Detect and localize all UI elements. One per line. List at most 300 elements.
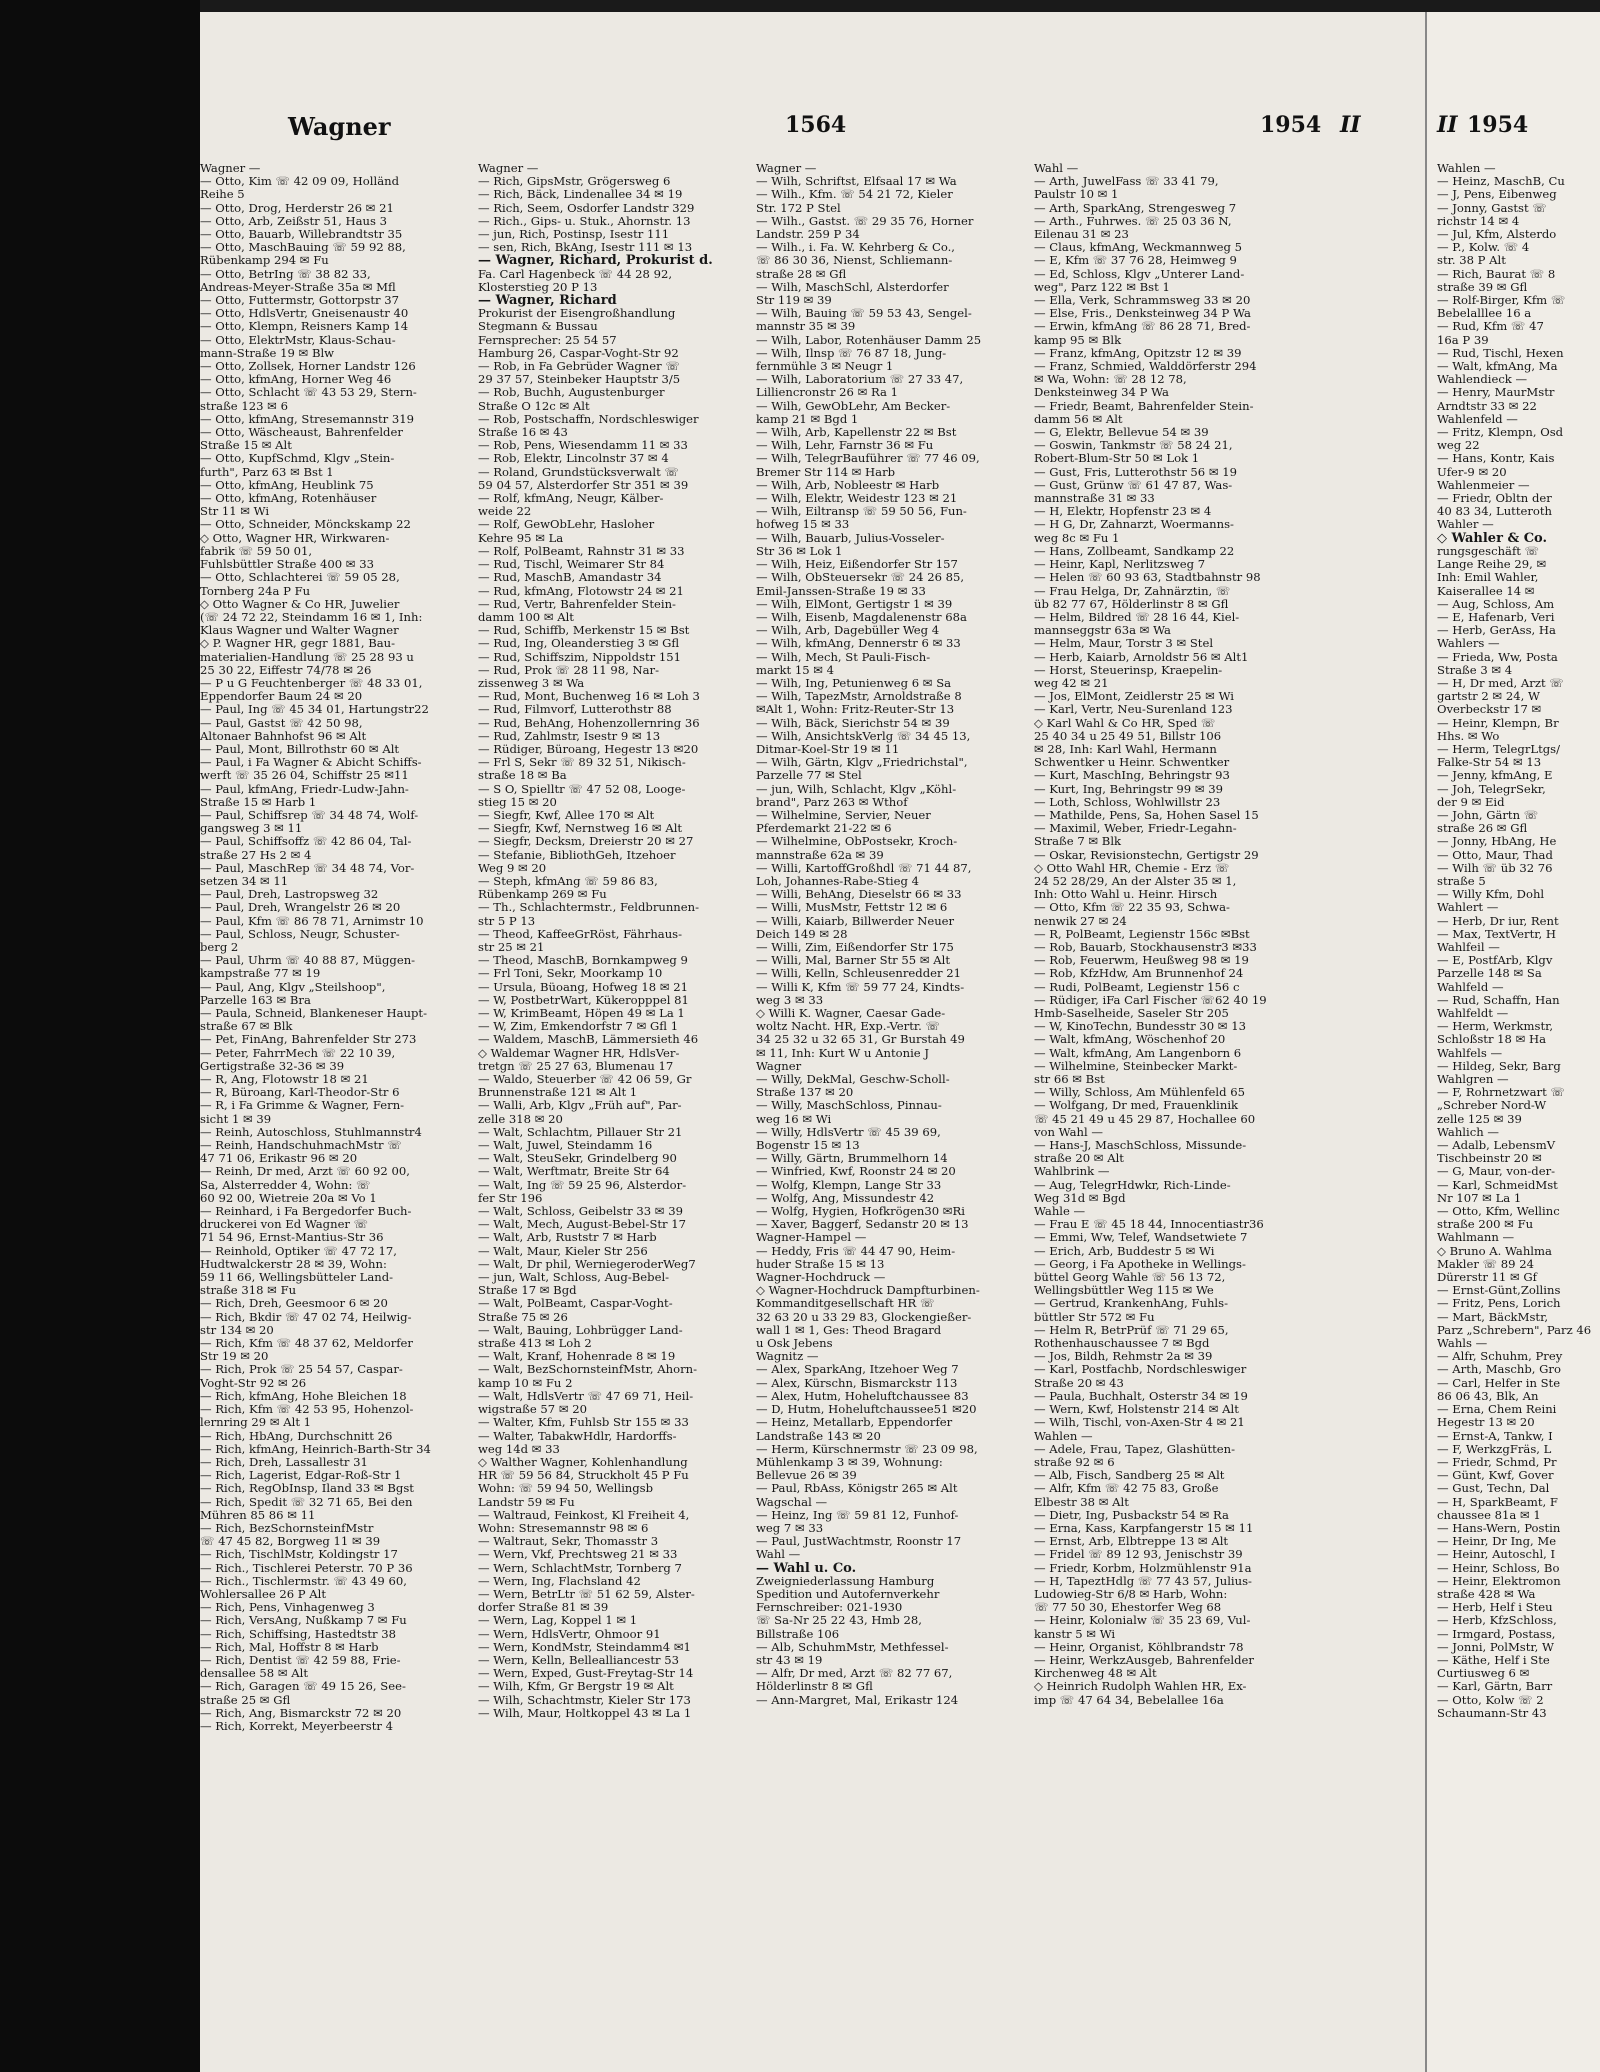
directory-entry-line: — Wern, Kwf, Holstenstr 214 ✉ Alt — [1034, 1403, 1239, 1417]
directory-entry-line: — Walt, Bauing, Lohbrügger Land- — [478, 1323, 683, 1337]
directory-entry-line: — Walt, Juwel, Steindamm 16 — [478, 1139, 653, 1153]
directory-entry-line: 47 71 06, Erikastr 96 ✉ 20 — [200, 1152, 358, 1166]
directory-entry-line: damm 56 ✉ Alt — [1034, 412, 1123, 426]
directory-entry-line: — F, Rohrnetzwart ☏ — [1437, 1086, 1565, 1100]
directory-entry-line: — Otto, Wäscheaust, Bahrenfelder — [200, 426, 403, 440]
directory-entry-line: rungsgeschäft ☏ — [1437, 544, 1540, 558]
directory-entry-line: Stegmann & Bussau — [478, 320, 598, 334]
directory-entry-line: Hegestr 13 ✉ 20 — [1437, 1416, 1535, 1430]
directory-entry-line: mannseggstr 63a ✉ Wa — [1034, 624, 1171, 638]
directory-entry-line: Straße 3 ✉ 4 — [1437, 663, 1513, 677]
directory-entry-line: Parzelle 163 ✉ Bra — [200, 993, 311, 1007]
directory-entry-line: — Waldo, Steuerber ☏ 42 06 59, Gr — [478, 1073, 692, 1087]
directory-entry-line: Kirchenweg 48 ✉ Alt — [1034, 1667, 1157, 1681]
directory-entry-line: — Max, TextVertr, H — [1437, 927, 1556, 941]
directory-entry-line: — Pet, FinAng, Bahrenfelder Str 273 — [200, 1033, 417, 1047]
directory-entry-line: tretgn ☏ 25 27 63, Blumenau 17 — [478, 1059, 674, 1073]
directory-entry-line: Kehre 95 ✉ La — [478, 531, 564, 545]
directory-entry-line: — Helm, Bildred ☏ 28 16 44, Kiel- — [1034, 610, 1240, 624]
directory-entry-line: Mühlenkamp 3 ✉ 39, Wohnung: — [756, 1455, 943, 1469]
directory-entry-line: — Herb, GerAss, Ha — [1437, 624, 1556, 638]
directory-entry-line: — E, Kfm ☏ 37 76 28, Heimweg 9 — [1034, 254, 1237, 268]
directory-entry-line: — Frl S, Sekr ☏ 89 32 51, Nikisch- — [478, 756, 686, 770]
directory-entry-line: — Paula, Schneid, Blankeneser Haupt- — [200, 1007, 428, 1020]
directory-entry-line: — Else, Fris., Denksteinweg 34 P Wa — [1034, 307, 1251, 321]
directory-entry-line: — Willy Kfm, Dohl — [1437, 888, 1545, 902]
directory-entry-line: ◇ Willi K. Wagner, Caesar Gade- — [756, 1007, 946, 1020]
directory-entry-line: — Paul, Schiffsrep ☏ 34 48 74, Wolf- — [200, 808, 419, 822]
directory-entry-line: — Otto, Schneider, Mönckskamp 22 — [200, 518, 411, 532]
directory-entry-line: Wahlfels — — [1437, 1046, 1503, 1060]
directory-entry-line: — Rich, Baurat ☏ 8 — [1437, 267, 1556, 281]
directory-entry-line: — Franz, Schmied, Walddörferstr 294 — [1034, 360, 1257, 374]
directory-entry-line: straße 200 ✉ Fu — [1437, 1218, 1534, 1232]
directory-entry-line: — Paul, Dreh, Lastropsweg 32 — [200, 888, 379, 902]
directory-entry-line: Wahlert — — [1437, 901, 1499, 915]
directory-entry-line: kamp 95 ✉ Blk — [1034, 333, 1122, 347]
directory-entry-line: Billstraße 106 — [756, 1627, 840, 1641]
directory-entry-line: Wahlen — — [1437, 162, 1496, 175]
directory-entry-line: — Siegfr, Kwf, Allee 170 ✉ Alt — [478, 808, 655, 822]
directory-entry-line: — Wilh, AnsichtskVerlg ☏ 34 45 13, — [756, 729, 971, 743]
directory-entry-line: straße 123 ✉ 6 — [200, 399, 288, 413]
directory-entry-line: Schwentker u Heinr. Schwentker — [1034, 756, 1230, 770]
directory-entry-line: Pferdemarkt 21-22 ✉ 6 — [756, 822, 892, 836]
directory-entry-line: — Rob, KfzHdw, Am Brunnenhof 24 — [1034, 967, 1244, 981]
directory-entry-line: — Frau Helga, Dr, Zahnärztin, ☏ — [1034, 584, 1231, 598]
directory-entry-line: Bellevue 26 ✉ 39 — [756, 1469, 857, 1483]
directory-entry-line: — Alex, Hutm, Hoheluftchaussee 83 — [756, 1389, 969, 1403]
directory-entry-line: — jun, Walt, Schloss, Aug-Bebel- — [478, 1271, 670, 1285]
directory-entry-line: — Rich, Lagerist, Edgar-Roß-Str 1 — [200, 1469, 402, 1483]
directory-entry-line: ◇ P. Wagner HR, gegr 1881, Bau- — [200, 637, 396, 651]
directory-entry-line: — Wilh, Mech, St Pauli-Fisch- — [756, 650, 931, 664]
directory-entry-line: — Ursula, Büoang, Hofweg 18 ✉ 21 — [478, 980, 689, 994]
directory-entry-line: — Karl, Gärtn, Barr — [1437, 1680, 1553, 1694]
directory-entry-line: Reihe 5 — [200, 188, 245, 202]
directory-entry-line: — Rich, Seem, Osdorfer Landstr 329 — [478, 201, 695, 215]
directory-entry-line: — Waldem, MaschB, Lämmersieth 46 — [478, 1033, 699, 1047]
directory-entry-line: weg", Parz 122 ✉ Bst 1 — [1034, 280, 1170, 294]
directory-entry-line: — Rob, in Fa Gebrüder Wagner ☏ — [478, 360, 680, 374]
directory-entry-line: Tischbeinstr 20 ✉ — [1437, 1152, 1542, 1166]
directory-entry-line: Wahlmann — — [1437, 1231, 1515, 1245]
directory-page-right — [1425, 12, 1600, 2072]
directory-entry-line: brand", Parz 263 ✉ Wthof — [756, 795, 908, 809]
directory-entry-line: ◇ Walther Wagner, Kohlenhandlung — [478, 1455, 688, 1469]
directory-entry-line: Straße 137 ✉ 20 — [756, 1086, 854, 1100]
directory-entry-line: — Rolf-Birger, Kfm ☏ — [1437, 294, 1566, 308]
directory-entry-line: Wagner-Hochdruck — — [756, 1271, 886, 1285]
directory-entry-line: — J, Pens, Eibenweg — [1437, 188, 1557, 202]
directory-entry-line: — Alfr, Schuhm, Prey — [1437, 1350, 1563, 1364]
directory-entry-line: von Wahl — — [1034, 1125, 1103, 1139]
directory-entry-line: — G, Elektr, Bellevue 54 ✉ 39 — [1034, 426, 1209, 440]
directory-entry-line: Rübenkamp 294 ✉ Fu — [200, 254, 329, 268]
directory-entry-line: Parz „Schrebern", Parz 46 — [1437, 1323, 1592, 1337]
directory-entry-line: Sa, Alsterredder 4, Wohn: ☏ — [200, 1178, 371, 1192]
directory-entry-line: Altonaer Bahnhofst 96 ✉ Alt — [200, 729, 367, 743]
directory-entry-line: — Gust, Techn, Dal — [1437, 1482, 1550, 1496]
directory-entry-line: Lange Reihe 29, ✉ — [1437, 558, 1547, 572]
directory-entry-line: str 134 ✉ 20 — [200, 1323, 274, 1337]
directory-entry-line: Wahl — — [756, 1548, 801, 1562]
directory-entry-line: straße 20 ✉ Alt — [1034, 1152, 1124, 1166]
directory-entry-line: — jun, Rich, Postinsp, Isestr 111 — [478, 228, 670, 242]
directory-entry-line: 86 06 43, Blk, An — [1437, 1389, 1539, 1403]
directory-entry-line: — Erna, Kass, Karpfangerstr 15 ✉ 11 — [1034, 1521, 1254, 1535]
directory-entry-line: — Fridel ☏ 89 12 93, Jenischstr 39 — [1034, 1548, 1243, 1562]
directory-entry-line: ◇ Wahler & Co. — [1437, 531, 1548, 545]
directory-entry-line: — Roland, Grundstücksverwalt ☏ — [478, 465, 679, 479]
directory-entry-line: Zweigniederlassung Hamburg — [756, 1574, 935, 1588]
directory-entry-line: — Jos, ElMont, Zeidlerstr 25 ✉ Wi — [1034, 690, 1234, 704]
directory-entry-line: — Rich, VersAng, Nußkamp 7 ✉ Fu — [200, 1614, 407, 1628]
directory-entry-line: — Walt, Dr phil, WerniegeroderWeg7 — [478, 1257, 696, 1271]
directory-entry-line: Klosterstieg 20 P 13 — [478, 280, 598, 294]
directory-entry-line: — Adalb, LebensmV — [1437, 1139, 1556, 1153]
directory-entry-line: — Rich, BezSchornsteinfMstr — [200, 1521, 374, 1535]
directory-entry-line: — Rolf, PolBeamt, Rahnstr 31 ✉ 33 — [478, 544, 685, 558]
column-1 — [200, 162, 470, 2057]
directory-entry-line: ✉ Wa, Wohn: ☏ 28 12 78, — [1034, 373, 1187, 387]
directory-entry-line: — Walt, Kranf, Hohenrade 8 ✉ 19 — [478, 1350, 676, 1364]
directory-entry-line: kampstraße 77 ✉ 19 — [200, 967, 321, 981]
directory-entry-line: — Herm, Werkmstr, — [1437, 1020, 1554, 1034]
directory-entry-line: ◇ Otto Wagner & Co HR, Juwelier — [200, 597, 400, 611]
directory-entry-line: Bebelalllee 16 a — [1437, 307, 1532, 321]
directory-entry-line: Deich 149 ✉ 28 — [756, 927, 848, 941]
directory-entry-line: — Rob, Postschaffn, Nordschleswiger — [478, 412, 699, 426]
directory-page-left — [200, 12, 1425, 2072]
directory-entry-line: — Winfried, Kwf, Roonstr 24 ✉ 20 — [756, 1165, 956, 1179]
directory-entry-line: — Wilh, Schriftst, Elfsaal 17 ✉ Wa — [756, 175, 957, 189]
directory-entry-line: der 9 ✉ Eid — [1437, 795, 1505, 809]
directory-entry-line: — Willi, BehAng, Dieselstr 66 ✉ 33 — [756, 888, 962, 902]
directory-entry-line: — P u G Feuchtenberger ☏ 48 33 01, — [200, 676, 423, 690]
directory-entry-line: — Wilh., Gastst. ☏ 29 35 76, Horner — [756, 214, 974, 228]
directory-entry-line: Fa. Carl Hagenbeck ☏ 44 28 92, — [478, 267, 673, 281]
directory-entry-line: ✉Alt 1, Wohn: Fritz-Reuter-Str 13 — [756, 703, 955, 717]
directory-entry-line: — W, KinoTechn, Bundesstr 30 ✉ 13 — [1034, 1020, 1246, 1034]
directory-entry-line: — Otto, kfmAng, Heublink 75 — [200, 478, 374, 492]
directory-entry-line: — E, Hafenarb, Veri — [1437, 610, 1555, 624]
directory-entry-line: kamp 10 ✉ Fu 2 — [478, 1376, 573, 1390]
directory-entry-line: — Wilh, ElMont, Gertigstr 1 ✉ 39 — [756, 597, 953, 611]
directory-entry-line: Wahlfeil — — [1437, 940, 1500, 954]
directory-entry-line: — Paul, MaschRep ☏ 34 48 74, Vor- — [200, 861, 415, 875]
directory-entry-line: Straße 20 ✉ 43 — [1034, 1376, 1124, 1390]
directory-entry-line: — Wilhelmine, Steinbecker Markt- — [1034, 1059, 1238, 1073]
directory-entry-line: — Oskar, Revisionstechn, Gertigstr 29 — [1034, 848, 1259, 862]
directory-entry-line: — Wilh, Ing, Petunienweg 6 ✉ Sa — [756, 676, 952, 690]
directory-entry-line: Wahls — — [1437, 1337, 1488, 1351]
column-2 — [478, 162, 748, 2057]
running-head-year: 1954 — [1260, 112, 1322, 138]
directory-entry-line: Rothenhauschaussee 7 ✉ Bgd — [1034, 1337, 1210, 1351]
directory-entry-line: Emil-Janssen-Straße 19 ✉ 33 — [756, 584, 926, 598]
directory-entry-line: — Rob, Bauarb, Stockhausenstr3 ✉33 — [1034, 940, 1257, 954]
directory-entry-line: — Helen ☏ 60 93 63, Stadtbahnstr 98 — [1034, 571, 1261, 585]
directory-entry-line: — Walt, SteuSekr, Grindelberg 90 — [478, 1152, 677, 1166]
directory-entry-line: — Herm, Kürschnermstr ☏ 23 09 98, — [756, 1442, 978, 1456]
directory-entry-line: — Dietr, Ing, Pusbackstr 54 ✉ Ra — [1034, 1508, 1229, 1522]
directory-entry-line: — Erna, Chem Reini — [1437, 1403, 1557, 1417]
directory-entry-line: — Rich, Bäck, Lindenallee 34 ✉ 19 — [478, 188, 683, 202]
directory-entry-line: weg 14d ✉ 33 — [478, 1442, 560, 1456]
directory-entry-line: Kaiserallee 14 ✉ — [1437, 584, 1535, 598]
directory-entry-line: — Rolf, GewObLehr, Hasloher — [478, 518, 655, 532]
directory-entry-line: richstr 14 ✉ 4 — [1437, 214, 1520, 228]
directory-entry-line: Wagner — — [200, 162, 261, 175]
directory-entry-line: — Alfr, Kfm ☏ 42 75 83, Große — [1034, 1482, 1219, 1496]
directory-entry-line: — F, WerkzgFräs, L — [1437, 1442, 1552, 1456]
directory-entry-line: Wahlen — — [1034, 1429, 1093, 1443]
directory-entry-line: — Joh, TelegrSekr, — [1437, 782, 1546, 796]
directory-entry-line: 60 92 00, Wietreie 20a ✉ Vo 1 — [200, 1191, 377, 1205]
directory-entry-line: — Paul, Gastst ☏ 42 50 98, — [200, 716, 363, 730]
directory-entry-line: — Adele, Frau, Tapez, Glashütten- — [1034, 1442, 1236, 1456]
directory-entry-line: — R, Ang, Flotowstr 18 ✉ 21 — [200, 1073, 369, 1087]
directory-entry-line: Parzelle 148 ✉ Sa — [1437, 967, 1542, 981]
directory-entry-line: — R, PolBeamt, Legienstr 156c ✉Bst — [1034, 927, 1250, 941]
directory-entry-line: Wagschal — — [756, 1495, 828, 1509]
directory-entry-line: — Alb, SchuhmMstr, Methfessel- — [756, 1640, 949, 1654]
directory-entry-line: str 5 P 13 — [478, 914, 536, 928]
directory-entry-line: weg 42 ✉ 21 — [1034, 676, 1109, 690]
directory-entry-line: hofweg 15 ✉ 33 — [756, 518, 850, 532]
directory-entry-line: — Wilh, Lehr, Farnstr 36 ✉ Fu — [756, 439, 934, 453]
directory-entry-line: — Friedr, Schmd, Pr — [1437, 1455, 1557, 1469]
directory-entry-line: — Rich, Kfm ☏ 42 53 95, Hohenzol- — [200, 1403, 414, 1417]
directory-entry-line: Wahlenmeier — — [1437, 478, 1530, 492]
directory-entry-line: weg 3 ✉ 33 — [756, 993, 824, 1007]
directory-entry-line: furth", Parz 63 ✉ Bst 1 — [200, 465, 334, 479]
directory-entry-line: — jun, Wilh, Schlacht, Klgv „Köhl- — [756, 782, 957, 796]
directory-entry-line: — Reinh, HandschuhmachMstr ☏ — [200, 1139, 402, 1153]
directory-entry-line: — Heinz, MaschB, Cu — [1437, 175, 1565, 189]
directory-entry-line: Brunnenstraße 121 ✉ Alt 1 — [478, 1086, 638, 1100]
directory-entry-line: — Heinr, Organist, Köhlbrandstr 78 — [1034, 1640, 1244, 1654]
directory-entry-line: Inh: Emil Wahler, — [1437, 571, 1539, 585]
directory-entry-line: — Otto, ElektrMstr, Klaus-Schau- — [200, 333, 396, 347]
directory-entry-line: Wahlendieck — — [1437, 373, 1528, 387]
directory-entry-line: — Heinr, Kapl, Nerlitzsweg 7 — [1034, 558, 1206, 572]
directory-entry-line: — Arth, Maschb, Gro — [1437, 1363, 1561, 1377]
directory-entry-line: — Jonni, PolMstr, W — [1437, 1640, 1554, 1654]
directory-entry-line: — Heinz, Metallarb, Eppendorfer — [756, 1416, 953, 1430]
directory-entry-line: chaussee 81a ✉ 1 — [1437, 1508, 1541, 1522]
directory-entry-line: — Rud, BehAng, Hohenzollernring 36 — [478, 716, 700, 730]
directory-entry-line: ☏ 77 50 30, Ehestorfer Weg 68 — [1034, 1601, 1222, 1615]
directory-entry-line: straße 25 ✉ Gfl — [200, 1693, 291, 1707]
directory-entry-line: üb 82 77 67, Hölderlinstr 8 ✉ Gfl — [1034, 597, 1229, 611]
directory-entry-line: — Walt, Mech, August-Bebel-Str 17 — [478, 1218, 687, 1232]
directory-entry-line: — Paul, i Fa Wagner & Abicht Schiffs- — [200, 756, 422, 770]
directory-entry-line: straße 92 ✉ 6 — [1034, 1455, 1115, 1469]
directory-entry-line: — Otto, kfmAng, Rotenhäuser — [200, 492, 377, 506]
directory-entry-line: — Stefanie, BibliothGeh, Itzehoer — [478, 848, 676, 862]
directory-entry-line: kamp 21 ✉ Bgd 1 — [756, 412, 859, 426]
directory-entry-line: Wahlgren — — [1437, 1073, 1509, 1087]
directory-entry-line: Elbestr 38 ✉ Alt — [1034, 1495, 1129, 1509]
directory-entry-line: — Willi, Mal, Barner Str 55 ✉ Alt — [756, 954, 950, 968]
directory-entry-line: — Wern, Vkf, Prechtsweg 21 ✉ 33 — [478, 1548, 678, 1562]
directory-entry-line: fabrik ☏ 59 50 01, — [200, 544, 313, 558]
directory-entry-line: — Rich, Ang, Bismarckstr 72 ✉ 20 — [200, 1706, 402, 1720]
directory-entry-line: damm 100 ✉ Alt — [478, 610, 574, 624]
directory-entry-line: ◇ Waldemar Wagner HR, HdlsVer- — [478, 1046, 680, 1060]
directory-entry-line: — Waltraud, Feinkost, Kl Freiheit 4, — [478, 1508, 690, 1522]
directory-entry-line: — Wilhelmine, ObPostsekr, Kroch- — [756, 835, 958, 849]
directory-entry-line: weg 8c ✉ Fu 1 — [1034, 531, 1120, 545]
directory-entry-line: straße 67 ✉ Blk — [200, 1020, 293, 1034]
directory-entry-line: — Paul, Schiffsoffz ☏ 42 86 04, Tal- — [200, 835, 412, 849]
directory-entry-line: — Ernst-A, Tankw, I — [1437, 1429, 1553, 1443]
directory-entry-line: — Theod, MaschB, Bornkampweg 9 — [478, 954, 688, 968]
directory-entry-line: — Wilh, Bauarb, Julius-Vosseler- — [756, 531, 945, 545]
directory-entry-line: markt 15 ✉ 4 — [756, 663, 835, 677]
directory-entry-line: — Reinh, Dr med, Arzt ☏ 60 92 00, — [200, 1165, 410, 1179]
directory-entry-line: ☏ 45 21 49 u 45 29 87, Hochallee 60 — [1034, 1112, 1256, 1126]
directory-entry-line: Hudtwalckerstr 28 ✉ 39, Wohn: — [200, 1257, 387, 1271]
directory-entry-line: — Alb, Fisch, Sandberg 25 ✉ Alt — [1034, 1469, 1225, 1483]
directory-entry-line: — Wilh., i. Fa. W. Kehrberg & Co., — [756, 241, 955, 255]
directory-entry-line: — Herb, KfzSchloss, — [1437, 1614, 1557, 1628]
directory-entry-line: Hölderlinstr 8 ✉ Gfl — [756, 1680, 873, 1694]
directory-entry-line: — Wolfgang, Dr med, Frauenklinik — [1034, 1099, 1239, 1113]
directory-entry-line: — Fritz, Pens, Lorich — [1437, 1297, 1561, 1311]
directory-entry-line: — Wilh, Arb, Nobleestr ✉ Harb — [756, 478, 940, 492]
directory-entry-line: Gertigstraße 32-36 ✉ 39 — [200, 1059, 345, 1073]
directory-entry-line: u Osk Jebens — [756, 1337, 833, 1351]
directory-entry-line: Rübenkamp 269 ✉ Fu — [478, 888, 607, 902]
directory-entry-line: Straße 16 ✉ 43 — [478, 426, 568, 440]
directory-entry-line: — Herb, Helf i Steu — [1437, 1601, 1553, 1615]
directory-entry-line: — Wilh, Gärtn, Klgv „Friedrichstal", — [756, 756, 968, 770]
directory-entry-line: — Otto, kfmAng, Stresemannstr 319 — [200, 412, 415, 426]
directory-entry-line: Denksteinweg 34 P Wa — [1034, 386, 1169, 400]
directory-entry-line: str 25 ✉ 21 — [478, 940, 545, 954]
directory-entry-line: — Frieda, Ww, Posta — [1437, 650, 1558, 664]
directory-entry-line: lernring 29 ✉ Alt 1 — [200, 1416, 312, 1430]
directory-entry-line: 34 25 32 u 32 65 31, Gr Burstah 49 — [756, 1033, 965, 1047]
directory-entry-line: — Rud, MaschB, Amandastr 34 — [478, 571, 662, 585]
directory-entry-line: Landstraße 143 ✉ 20 — [756, 1429, 881, 1443]
directory-entry-line: — Walt, PolBeamt, Caspar-Voght- — [478, 1297, 673, 1311]
directory-entry-line: — Theod, KaffeeGrRöst, Fährhaus- — [478, 927, 683, 941]
directory-entry-line: — Friedr, Obltn der — [1437, 492, 1552, 506]
directory-entry-line: — Wern, SchlachtMstr, Tornberg 7 — [478, 1561, 682, 1575]
directory-entry-line: — Otto, Kim ☏ 42 09 09, Holländ — [200, 175, 399, 189]
directory-entry-line: — Rob, Feuerwm, Heußweg 98 ✉ 19 — [1034, 954, 1249, 968]
directory-entry-line: Makler ☏ 89 24 — [1437, 1257, 1534, 1271]
directory-entry-line: — Paul, Schloss, Neugr, Schuster- — [200, 927, 400, 941]
directory-entry-line: büttel Georg Wahle ☏ 56 13 72, — [1034, 1271, 1226, 1285]
directory-entry-line: Wohn: ☏ 59 94 50, Wellingsb — [478, 1482, 654, 1496]
directory-entry-line: — Paul, Uhrm ☏ 40 88 87, Müggen- — [200, 954, 416, 968]
directory-entry-line: — Helm, Maur, Torstr 3 ✉ Stel — [1034, 637, 1214, 651]
directory-entry-line: — Emmi, Ww, Telef, Wandsetwiete 7 — [1034, 1231, 1248, 1245]
directory-entry-line: — Otto, Futtermstr, Gottorpstr 37 — [200, 294, 400, 308]
directory-entry-line: — Willi, MusMstr, Fettstr 12 ✉ 6 — [756, 901, 948, 915]
directory-entry-line: Hamburg 26, Caspar-Voght-Str 92 — [478, 346, 679, 360]
directory-entry-line: Wahle — — [1034, 1205, 1086, 1219]
directory-entry-line: — Paul, Dreh, Wrangelstr 26 ✉ 20 — [200, 901, 401, 915]
directory-entry-line: — Herb, Kaiarb, Arnoldstr 56 ✉ Alt1 — [1034, 650, 1249, 664]
directory-entry-line: — H G, Dr, Zahnarzt, Woermanns- — [1034, 518, 1234, 532]
directory-entry-line: — Walt, Schlachtm, Pillauer Str 21 — [478, 1125, 683, 1139]
directory-entry-line: „Schreber Nord-W — [1437, 1099, 1547, 1113]
directory-entry-line: Wahlich — — [1437, 1125, 1499, 1139]
directory-entry-line: — P., Kolw. ☏ 4 — [1437, 241, 1530, 255]
directory-entry-line: Wagner — — [478, 162, 539, 175]
directory-entry-line: Lilliencronstr 26 ✉ Ra 1 — [756, 386, 898, 400]
directory-entry-line: — Rich., Gips- u. Stuk., Ahornstr. 13 — [478, 214, 691, 228]
directory-entry-line: — Willy, Gärtn, Brummelhorn 14 — [756, 1152, 948, 1166]
directory-entry-line: — H, SparkBeamt, F — [1437, 1495, 1558, 1509]
directory-entry-line: setzen 34 ✉ 11 — [200, 874, 289, 888]
directory-entry-line: — Wilh, MaschSchl, Alsterdorfer — [756, 280, 949, 294]
directory-entry-line: — Rüdiger, iFa Carl Fischer ☏62 40 19 — [1034, 993, 1267, 1007]
directory-entry-line: — Rud, Filmvorf, Lutterothstr 88 — [478, 703, 672, 717]
directory-entry-line: — Wilh, ObSteuersekr ☏ 24 26 85, — [756, 571, 965, 585]
directory-entry-line: — Hans, Zollbeamt, Sandkamp 22 — [1034, 544, 1235, 558]
directory-entry-line: Robert-Blum-Str 50 ✉ Lok 1 — [1034, 452, 1200, 466]
directory-entry-line: — Otto, MaschBauing ☏ 59 92 88, — [200, 241, 406, 255]
directory-entry-line: densallee 58 ✉ Alt — [200, 1667, 309, 1681]
directory-entry-line: — Heddy, Fris ☏ 44 47 90, Heim- — [756, 1244, 956, 1258]
directory-entry-line: zelle 318 ✉ 20 — [478, 1112, 563, 1126]
directory-entry-line: mann-Straße 19 ✉ Blw — [200, 346, 335, 360]
directory-entry-line: Wahl — — [1034, 162, 1079, 175]
directory-entry-line: ☏ 86 30 36, Nienst, Schliemann- — [756, 254, 953, 268]
directory-entry-line: — Otto, kfmAng, Horner Weg 46 — [200, 373, 392, 387]
directory-entry-line: — Wilh, kfmAng, Dennerstr 6 ✉ 33 — [756, 637, 961, 651]
directory-entry-line: — Rich, Mal, Hoffstr 8 ✉ Harb — [200, 1640, 379, 1654]
directory-entry-line: Ludowieg-Str 6/8 ✉ Harb, Wohn: — [1034, 1587, 1228, 1601]
directory-entry-line: Nr 107 ✉ La 1 — [1437, 1191, 1522, 1205]
directory-entry-line: — Peter, FahrrMech ☏ 22 10 39, — [200, 1046, 396, 1060]
directory-entry-line: — Willi K, Kfm ☏ 59 77 24, Kindts- — [756, 980, 965, 994]
directory-entry-line: 59 11 66, Wellingsbütteler Land- — [200, 1271, 394, 1285]
directory-entry-line: woltz Nacht. HR, Exp.-Vertr. ☏ — [756, 1020, 941, 1034]
directory-entry-line: — Arth., Fuhrwes. ☏ 25 03 36 N, — [1034, 214, 1232, 228]
directory-entry-line: — H, Dr med, Arzt ☏ — [1437, 676, 1564, 690]
directory-entry-line: Wellingsbüttler Weg 115 ✉ We — [1034, 1284, 1214, 1298]
directory-entry-line: — Otto, Maur, Thad — [1437, 848, 1553, 862]
directory-entry-line: — Rich, RegObInsp, Iland 33 ✉ Bgst — [200, 1482, 414, 1496]
directory-entry-line: — Wilh, TapezMstr, Arnoldstraße 8 — [756, 690, 962, 704]
directory-entry-line: — Hans, Kontr, Kais — [1437, 452, 1555, 466]
directory-entry-line: — Wilh, Labor, Rotenhäuser Damm 25 — [756, 333, 982, 347]
directory-entry-line: — Wilh, Elektr, Weidestr 123 ✉ 21 — [756, 492, 958, 506]
directory-entry-line: Wahlbrink — — [1034, 1165, 1110, 1179]
running-head-name: Wagner — [288, 112, 391, 141]
directory-entry-line: Falke-Str 54 ✉ 13 — [1437, 756, 1542, 770]
directory-entry-line: — Willi, Kaiarb, Billwerder Neuer — [756, 914, 955, 928]
directory-entry-line: Spedition und Autofernverkehr — [756, 1587, 940, 1601]
directory-entry-line: — Walt, Arb, Ruststr 7 ✉ Harb — [478, 1231, 657, 1245]
directory-entry-line: — Rud, Zahlmstr, Isestr 9 ✉ 13 — [478, 729, 661, 743]
directory-entry-line: — Wilh, Maur, Holtkoppel 43 ✉ La 1 — [478, 1706, 692, 1720]
directory-entry-line: — Helm R, BetrPrüf ☏ 71 29 65, — [1034, 1323, 1229, 1337]
directory-entry-line: Wagner-Hampel — — [756, 1231, 867, 1245]
directory-entry-line: — Wilh, Kfm, Gr Bergstr 19 ✉ Alt — [478, 1680, 674, 1694]
directory-entry-line: Voght-Str 92 ✉ 26 — [200, 1376, 307, 1390]
directory-entry-line: ◇ Otto Wahl HR, Chemie - Erz ☏ — [1034, 861, 1230, 875]
directory-entry-line: straße 413 ✉ Loh 2 — [478, 1337, 592, 1351]
